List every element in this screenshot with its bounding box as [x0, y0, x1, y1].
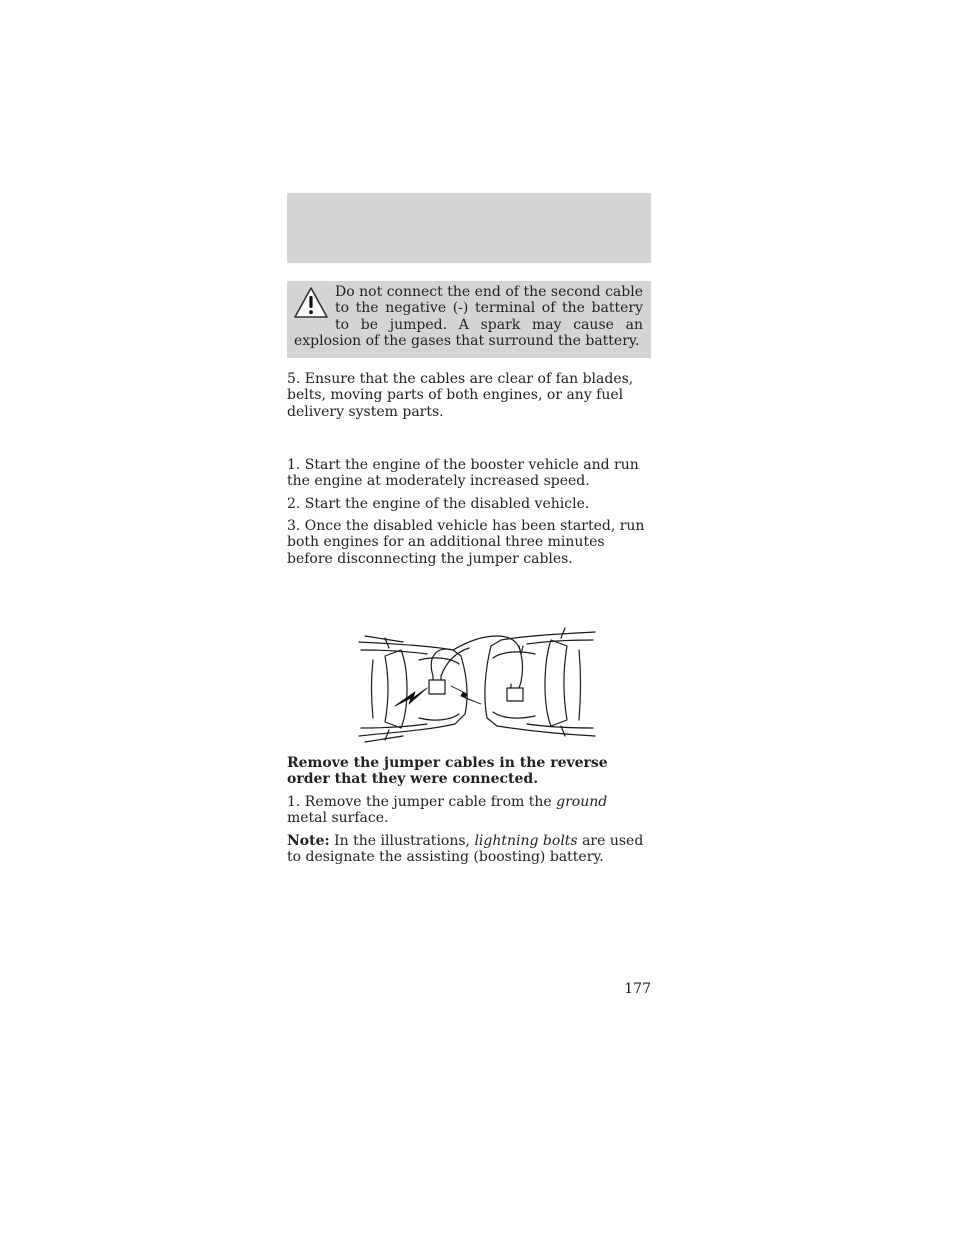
jump-start-vehicles-illustration	[357, 626, 597, 744]
remove-cables-heading: Remove the jumper cables in the reverse order that they were connected.	[287, 755, 608, 788]
remove-step-1	[287, 794, 651, 827]
booster-vehicle-drawing	[485, 628, 595, 736]
warning-box	[287, 281, 651, 358]
start-step-3: 3. Once the disabled vehicle has been started, run both engines for an additional three minutes before disconnecting the jumper cables.	[287, 518, 645, 567]
page-number: 177	[624, 981, 651, 997]
start-step-2: 2. Start the engine of the disabled vehicle.	[287, 496, 590, 512]
start-step-1: 1. Start the engine of the booster vehicle and run the engine at moderately increased speed.	[287, 457, 639, 490]
note-label: Note:	[287, 833, 330, 849]
section-header-band	[287, 193, 651, 263]
remove-step-1-text-end: metal surface.	[287, 810, 389, 827]
remove-step-1-emphasis: ground	[556, 794, 608, 810]
warning-text: Do not connect the end of the second cable to the negative (-) terminal of the battery to be jumped. A spark may cause an explosion of the gases that surround the battery.	[294, 284, 643, 350]
remove-step-1-text: 1. Remove the jumper cable from the	[287, 794, 557, 810]
note-paragraph	[287, 833, 651, 866]
note-emphasis: lightning bolts	[474, 833, 578, 849]
warning-triangle-icon	[293, 286, 329, 319]
note-text: In the illustrations,	[329, 833, 475, 849]
disabled-vehicle-drawing	[359, 636, 467, 742]
step-5: 5. Ensure that the cables are clear of fan blades, belts, moving parts of both engines, or any fuel delivery system parts.	[287, 371, 634, 420]
note-text-end: are used to designate the assisting (boosting) battery.	[287, 833, 644, 866]
